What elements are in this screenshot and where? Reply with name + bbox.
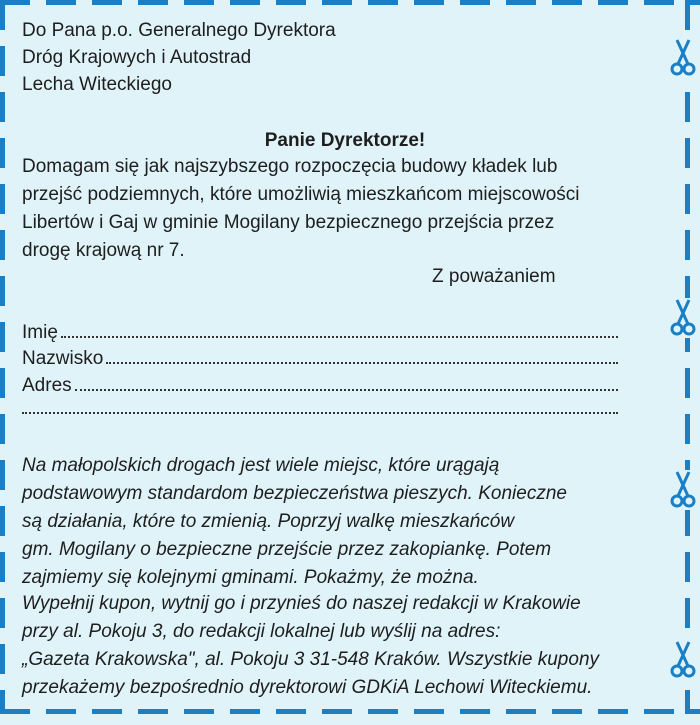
scissors-icon — [668, 298, 698, 338]
address-field[interactable] — [22, 371, 618, 399]
letter-body-line: drogę krajową nr 7. — [22, 240, 185, 261]
letter-body-line: przejść podziemnych, które umożliwią mieszkańcom miejscowości — [22, 184, 580, 205]
letter-closing: Z poważaniem — [432, 266, 556, 287]
appeal-line: są działania, które to zmienią. Poprzyj walkę mieszkańców — [22, 511, 515, 532]
recipient-line-3: Lecha Witeckiego — [22, 74, 172, 95]
appeal-line: gm. Mogilany o bezpieczne przejście przez zakopiankę. Potem — [22, 539, 552, 560]
surname-label: Nazwisko — [22, 348, 104, 369]
appeal-line: zajmiemy się kolejnymi gminami. Pokażmy, że można. — [22, 567, 479, 588]
appeal-line: Na małopolskich drogach jest wiele miejsc, które urągają — [22, 455, 500, 476]
surname-field[interactable] — [22, 344, 618, 372]
recipient-line-1: Do Pana p.o. Generalnego Dyrektora — [22, 20, 336, 41]
surname-fill-line[interactable] — [106, 344, 618, 364]
appeal-line: Wypełnij kupon, wytnij go i przynieś do naszej redakcji w Krakowie — [22, 593, 581, 614]
scissors-icon — [668, 470, 698, 510]
recipient-line-2: Dróg Krajowych i Autostrad — [22, 47, 252, 68]
cut-line-right — [685, 0, 690, 714]
appeal-line: przy al. Pokoju 3, do redakcji lokalnej lub wyślij na adres: — [22, 621, 501, 642]
letter-salutation: Panie Dyrektorze! — [264, 130, 426, 151]
name-fill-line[interactable] — [61, 318, 618, 338]
cut-line-top — [0, 0, 700, 5]
scissors-icon — [668, 640, 698, 680]
address-fill-line[interactable] — [75, 371, 618, 391]
address-extra-fill-line[interactable] — [22, 412, 618, 414]
name-field[interactable] — [22, 318, 618, 346]
address-label: Adres — [22, 375, 72, 396]
name-label: Imię — [22, 322, 58, 343]
cut-line-bottom — [0, 709, 700, 714]
scissors-icon — [668, 38, 698, 78]
appeal-line: przekażemy bezpośrednio dyrektorowi GDKiA Lechowi Witeckiemu. — [22, 677, 593, 698]
appeal-line: „Gazeta Krakowska", al. Pokoju 3 31-548 Kraków. Wszystkie kupony — [22, 649, 600, 670]
cut-line-left — [0, 0, 5, 714]
letter-body-line: Domagam się jak najszybszego rozpoczęcia budowy kładek lub — [22, 156, 558, 177]
appeal-line: podstawowym standardom bezpieczeństwa pieszych. Konieczne — [22, 483, 567, 504]
letter-body-line: Libertów i Gaj w gminie Mogilany bezpiecznego przejścia przez — [22, 212, 555, 233]
